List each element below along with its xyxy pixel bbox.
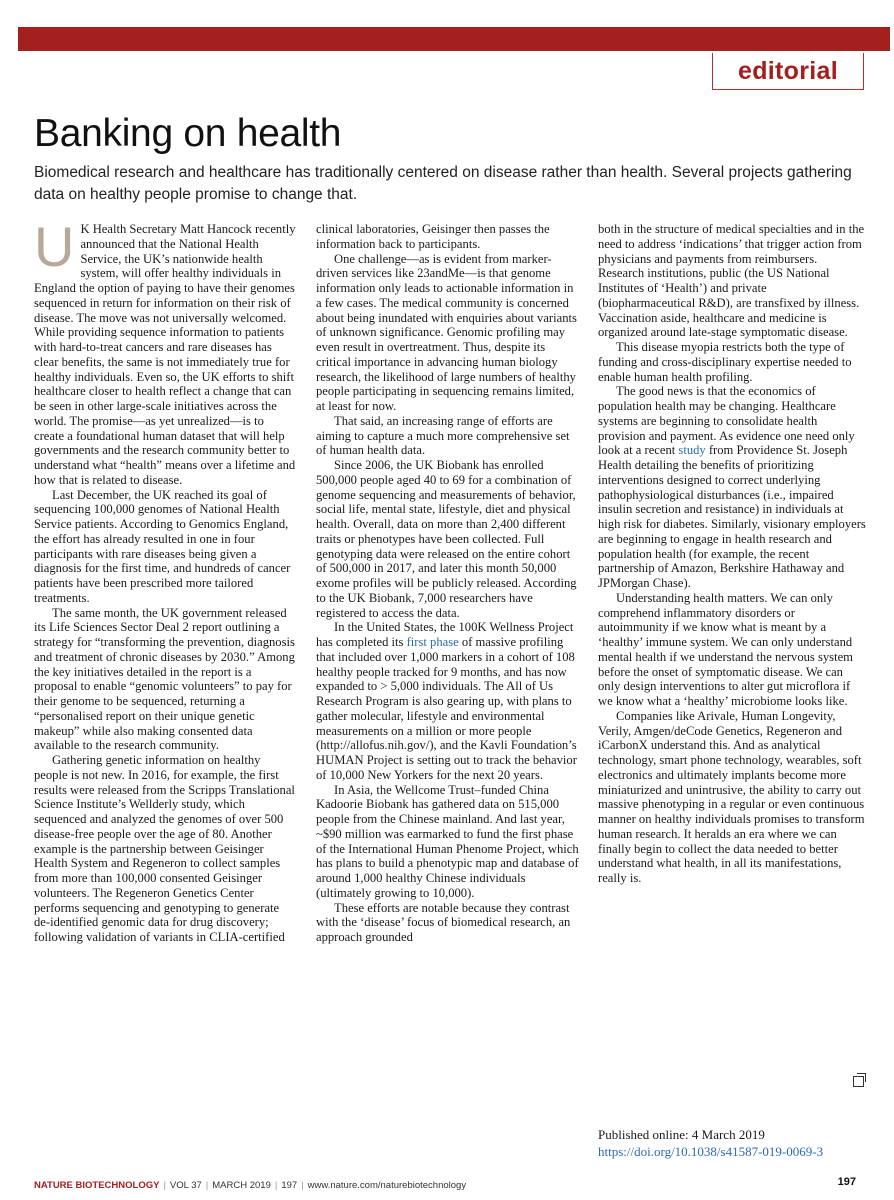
first-phase-link[interactable]: first phase [406, 635, 459, 649]
text-column-3 [598, 222, 866, 886]
paragraph: The same month, the UK government released its Life Sciences Sector Deal 2 report outlining a strategy for “transforming the prevention, diagnosis and treatment of chronic diseases by 2030.” Among the key initiatives detailed in the report is a proposal to enable “genomic volunteers” to pay for their genome to be sequenced, returning a “personalised report on their unique genetic makeup” while also making consented data available to the research community. [34, 605, 295, 753]
section-label-box [712, 53, 864, 90]
article-standfirst: Biomedical research and healthcare has traditionally centered on disease rather than health. Several projects gathering data on healthy people promise to change that. [34, 164, 852, 203]
header-color-bar [18, 27, 890, 51]
paragraph: The good news is that the economics of population health may be changing. Healthcare systems are beginning to consolidate health provision and payment. As evidence one need only look at a recent study from Providence St. Joseph Health detailing the benefits of prioritizing interventions designed to correct underlying pathophysiological disturbances (i.e., impaired insulin secretion and resistance) in individuals at high risk for diabetes. Similarly, visionary employers are beginning to engage in health research and population health (for example, the recent partnership of Amazon, Berkshire Hathaway and JPMorgan Chase). [598, 384, 866, 590]
paragraph: Since 2006, the UK Biobank has enrolled 500,000 people aged 40 to 69 for a combination of genome sequencing and measurements of behavior, social life, mental state, lifestyle, diet and physical health. Overall, data on more than 2,400 different traits or phenotypes have been collected. Full genotyping data were released on the entire cohort of 500,000 in 2017, and later this month 50,000 exome profiles will be publicly released. According to the UK Biobank, 7,000 researchers have registered to access the data. [316, 458, 577, 620]
journal-volume: VOL 37 [169, 1179, 202, 1191]
text-column-2 [316, 222, 580, 945]
paragraph: This disease myopia restricts both the type of funding and cross-disciplinary expertise needed to enable human health profiling. [598, 340, 852, 384]
paragraph: clinical laboratories, Geisinger then passes the information back to participants. [316, 222, 550, 251]
journal-url[interactable]: www.nature.com/naturebiotechnology [307, 1179, 467, 1191]
section-label: editorial [738, 56, 838, 85]
paragraph: One challenge—as is evident from marker-driven services like 23andMe—is that genome information only leads to actionable information in a few cases. The medical community is concerned about being inundated with enquiries about variants of unknown significance. Genomic profiling may even result in overtreatment. Thus, despite its critical importance in advancing human biology research, the likelihood of large numbers of healthy people participating in sequencing remains limited, at least for now. [316, 251, 577, 413]
paragraph: Companies like Arivale, Human Longevity, Verily, Amgen/deCode Genetics, Regeneron and iCarbonX understand this. And as analytical technology, smart phone technology, wearables, soft electronics and ultimately implants become more miniaturized and unintrusive, the ability to carry out massive phenotyping in a regular or even continuous manner on healthy individuals promises to transform human research. It heralds an era where we can finally begin to collect the data needed to better understand what health, in all its manifestations, really is. [598, 708, 865, 885]
paragraph: These efforts are notable because they contrast with the ‘disease’ focus of biomedical research, an approach grounded [316, 900, 571, 944]
article-title: Banking on health [34, 112, 342, 155]
paragraph: That said, an increasing range of efforts are aiming to capture a much more comprehensive set of human health data. [316, 413, 570, 458]
journal-name: NATURE BIOTECHNOLOGY [34, 1179, 160, 1191]
end-of-article-icon [853, 1076, 864, 1087]
paragraph: Last December, the UK reached its goal of sequencing 100,000 genomes of National Health Service patients. According to Genomics England, the effort has already resulted in one in four participants with rare diseases being given a diagnosis for the first time, and hundreds of cancer patients have been prescribed more tailored treatments. [34, 487, 291, 605]
page-footer: NATURE BIOTECHNOLOGY | VOL 37 | MARCH 2019 | 197 | www.nature.com/naturebiotechnology 197 [34, 1176, 856, 1191]
paragraph: Gathering genetic information on healthy people is not new. In 2016, for example, the first results were released from the Scripps Translational Science Institute’s Wellderly study, which sequenced and analyzed the genomes of over 500 disease-free people over the age of 80. Another example is the partnership between Geisinger Health System and Regeneron to collect samples from more than 100,000 consented Geisinger volunteers. The Regeneron Genetics Center performs sequencing and genotyping to generate de-identified genomic data for drug discovery; following validation of variants in CLIA-certified [34, 753, 295, 944]
paragraph: In the United States, the 100K Wellness Project has completed its first phase of massive profiling that included over 1,000 markers in a cohort of 108 healthy people tracked for 9 months, and has now expanded to > 5,000 individuals. The All of Us Research Program is also gearing up, with plans to gather molecular, lifestyle and environmental measurements on a million or more people (http://allofus.nih.gov/), and the Kavli Foundation’s HUMAN Project is setting out to track the behavior of 10,000 New Yorkers for the next 20 years. [316, 620, 577, 782]
paragraph: U K Health Secretary Matt Hancock recently announced that the National Health Service, the UK’s nationwide health system, will offer healthy individuals in England the option of paying to have their genomes sequenced in return for information on their risk of disease. The move was not universally welcomed. [34, 215, 296, 325]
paragraph: While providing sequence information to patients with hard-to-treat cancers and rare diseases has clear benefits, the same is not immediately true for healthy individuals. Even so, the UK efforts to shift healthcare closer to health reflect a change that can be seen in other large-scale initiatives across the world. The promise—as yet unrealized—is to create a foundational human dataset that will help governments and the research community better to understand what “health” means over a lifetime and how that is related to disease. [34, 325, 296, 487]
paragraph: In Asia, the Wellcome Trust–funded China Kadoorie Biobank has gathered data on 515,000 people from the Chinese mainland. And last year, ~$90 million was earmarked to fund the first phase of the International Human Phenome Project, which has plans to build a phenotypic map and database of around 1,000 healthy Chinese individuals (ultimately growing to 10,000). [316, 782, 579, 900]
text-column-1 [34, 215, 296, 945]
journal-pages: 197 [281, 1179, 298, 1191]
paragraph: Understanding health matters. We can only comprehend inflammatory disorders or autoimmunity if we know what is meant by a ‘healthy’ immune system. We can only understand mental health if we understand the nervous system before the onset of symptomatic disease. We can only design interventions to alter gut microflora if we know what a ‘healthy’ microbiome looks like. [598, 590, 853, 708]
paragraph: both in the structure of medical specialties and in the need to address ‘indications’ that trigger action from physicians and payments from reimbursers. Research institutions, public (the US National Institutes of ‘Health’) and private (biopharmaceutical R&D), are transfixed by illness. Vaccination aside, healthcare and medicine is organized around late-stage symptomatic disease. [598, 222, 865, 340]
drop-cap: U [34, 215, 75, 278]
published-date: Published online: 4 March 2019 [598, 1127, 765, 1142]
publication-info [598, 1126, 878, 1160]
doi-link[interactable]: https://doi.org/10.1038/s41587-019-0069-3 [598, 1144, 824, 1159]
journal-date: MARCH 2019 [212, 1179, 271, 1191]
study-link[interactable]: study [678, 443, 706, 458]
page-number: 197 [837, 1176, 856, 1188]
